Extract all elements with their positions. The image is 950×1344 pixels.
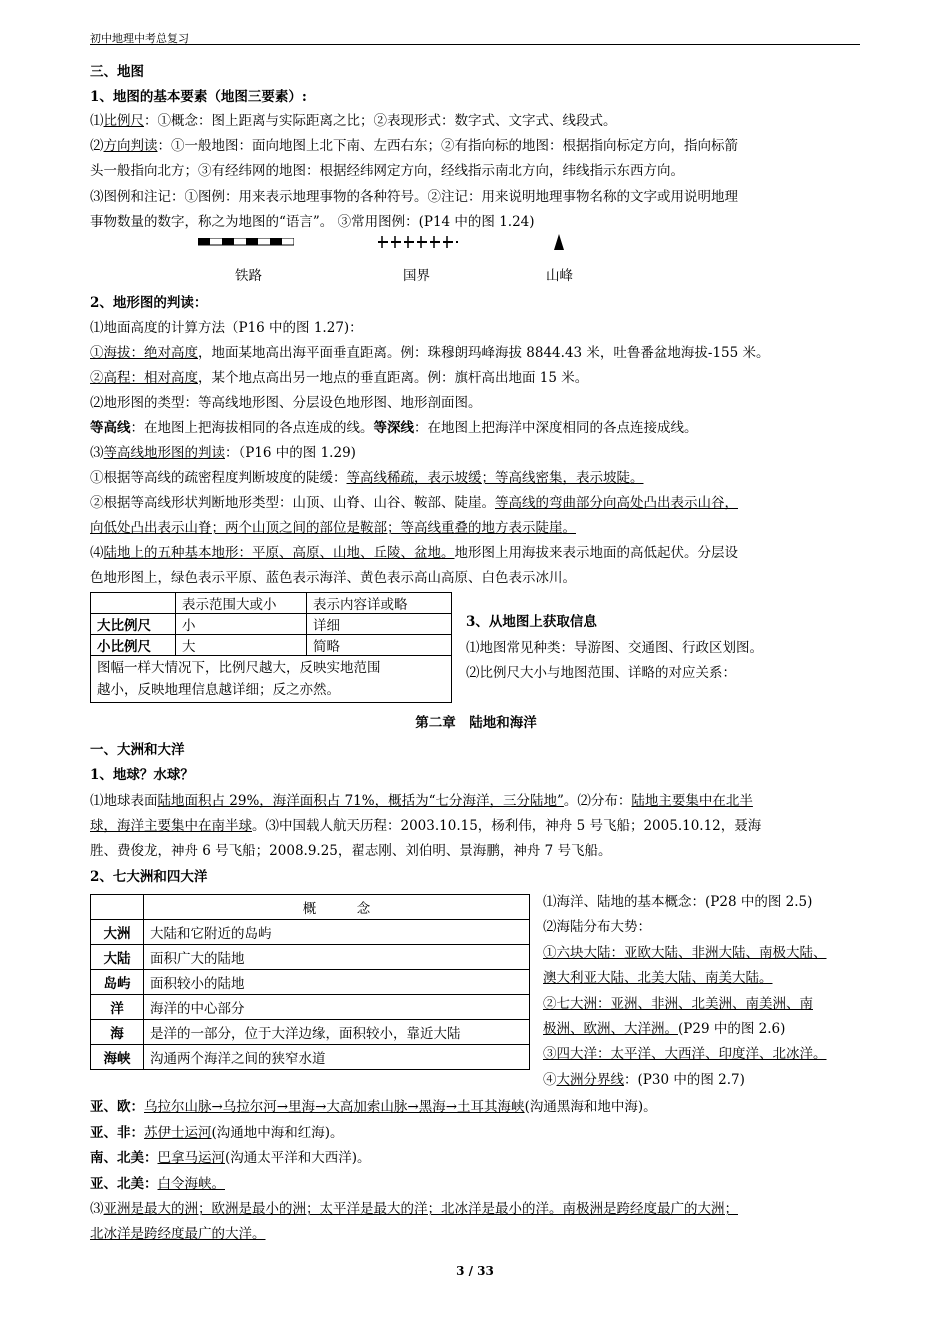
text-line: ⑴比例尺：①概念：图上距离与实际距离之比；②表现形式：数字式、文字式、线段式。 (90, 113, 617, 129)
text-line: ⑴地面高度的计算方法（P16 中的图 1.27)： (90, 320, 363, 336)
table-cell: 简略 (307, 635, 452, 656)
table-header: 概 念 (144, 895, 530, 920)
text-line: ①六块大陆：亚欧大陆、非洲大陆、南极大陆、 (543, 945, 827, 961)
text-line: ②高程：相对高度，某个地点高出另一地点的垂直距离。例：旗杆高出地面 15 米。 (90, 370, 589, 386)
header-rule (90, 44, 860, 45)
text-line: 北冰洋是跨经度最广的大洋。 (90, 1226, 266, 1242)
page-header: 初中地理中考总复习 (90, 32, 189, 45)
section-heading: 三、地图 (90, 64, 144, 80)
text-line: ③四大洋：太平洋、大西洋、印度洋、北冰洋。 (543, 1046, 827, 1062)
subsection-heading: 1、地图的基本要素（地图三要素）: (90, 89, 307, 105)
table-cell: 岛屿 (91, 970, 144, 995)
text-line: ⑷陆地上的五种基本地形：平原、高原、山地、丘陵、盆地。地形图上用海拔来表示地面的高低起伏。分层设 (90, 545, 738, 561)
legend-label-border: 国界 (403, 268, 430, 284)
text-line: ⑵海陆分布大势： (543, 919, 651, 935)
table-header: 表示内容详或略 (307, 593, 452, 614)
text-line: ①根据等高线的疏密程度判断坡度的陡缓：等高线稀疏，表示坡缓；等高线密集，表示坡陡。 (90, 470, 644, 486)
subsection-heading: 2、地形图的判读： (90, 295, 208, 311)
text-line: 南、北美：巴拿马运河(沟通太平洋和大西洋)。 (90, 1150, 371, 1166)
table-cell: 详细 (307, 614, 452, 635)
text-line: ⑴地球表面陆地面积占 29%，海洋面积占 71%，概括为“七分海洋，三分陆地”。⑵分布：陆地主要集中在北半 (90, 793, 753, 809)
scale-table (90, 592, 452, 703)
table-cell: 海洋的中心部分 (144, 995, 530, 1020)
mountain-peak-icon (554, 234, 564, 250)
text-line: ④大洲分界线：(P30 中的图 2.7) (543, 1072, 745, 1088)
subsection-heading: 2、七大洲和四大洋 (90, 869, 208, 885)
subsection-heading: 3、从地图上获取信息 (466, 614, 597, 630)
page-number: 3 / 33 (456, 1264, 494, 1278)
table-cell: 海 (91, 1020, 144, 1045)
table-cell: 是洋的一部分，位于大洋边缘，面积较小，靠近大陆 (144, 1020, 530, 1045)
text-line: ⑶图例和注记：①图例：用来表示地理事物的各种符号。②注记：用来说明地理事物名称的文字或用说明地理 (90, 189, 738, 205)
table-header: 表示范围大或小 (176, 593, 307, 614)
table-cell: 洋 (91, 995, 144, 1020)
legend-label-railway: 铁路 (235, 268, 262, 284)
border-symbol-icon (378, 235, 458, 249)
text-line: ⑶等高线地形图的判读：（P16 中的图 1.29) (90, 445, 356, 461)
table-cell: 面积较小的陆地 (144, 970, 530, 995)
text-line: 澳大利亚大陆、北美大陆、南美大陆。 (543, 970, 773, 986)
table-cell: 大洲 (91, 920, 144, 945)
text-line: ⑵地形图的类型：等高线地形图、分层设色地形图、地形剖面图。 (90, 395, 482, 411)
text-line: 胜、费俊龙，神舟 6 号飞船；2008.9.25，翟志刚、刘伯明、景海鹏，神舟 7 号飞船。 (90, 843, 612, 859)
text-line: ⑵方向判读：①一般地图：面向地图上北下南、左西右东；②有指向标的地图：根据指向标定方向，指向标箭 (90, 138, 738, 154)
chapter-title: 第二章 陆地和海洋 (415, 715, 537, 731)
legend-label-peak: 山峰 (546, 268, 573, 284)
text-line: ①海拔：绝对高度，地面某地高出海平面垂直距离。例：珠穆朗玛峰海拔 8844.43 米，吐鲁番盆地海拔-155 米。 (90, 345, 770, 361)
text-line: 向低处凸出表示山脊；两个山顶之间的部位是鞍部；等高线重叠的地方表示陡崖。 (90, 520, 576, 536)
text-line: ②根据等高线形状判断地形类型：山顶、山脊、山谷、鞍部、陡崖。等高线的弯曲部分向高处凸出表示山谷， (90, 495, 738, 511)
table-cell: 海峡 (91, 1045, 144, 1070)
text-line: 亚、北美：白令海峡。 (90, 1176, 225, 1192)
subsection-heading: 1、地球？水球？ (90, 767, 194, 783)
table-cell: 面积广大的陆地 (144, 945, 530, 970)
text-line: 头一般指向北方；③有经纬网的地图：根据经纬网定方向，经线指示南北方向，纬线指示东西方向。 (90, 163, 684, 179)
text-line: ⑴地图常见种类：导游图、交通图、行政区划图。 (466, 640, 763, 656)
text-line: ②七大洲：亚洲、非洲、北美洲、南美洲、南 (543, 996, 813, 1012)
table-note: 图幅一样大情况下，比例尺越大，反映实地范围 越小，反映地理信息越详细；反之亦然。 (91, 656, 452, 703)
text-line: 色地形图上，绿色表示平原、蓝色表示海洋、黄色表示高山高原、白色表示冰川。 (90, 570, 576, 586)
table-cell: 小 (176, 614, 307, 635)
text-line: ⑶亚洲是最大的洲；欧洲是最小的洲；太平洋是最大的洋；北冰洋是最小的洋。南极洲是跨经度最广的大洲； (90, 1201, 738, 1217)
text-line: 极洲、欧洲、大洋洲。(P29 中的图 2.6) (543, 1021, 786, 1037)
text-line: 等高线：在地图上把海拔相同的各点连成的线。等深线：在地图上把海洋中深度相同的各点连接成线。 (90, 420, 698, 436)
table-cell: 沟通两个海洋之间的狭窄水道 (144, 1045, 530, 1070)
railway-symbol-icon (198, 238, 294, 246)
table-cell: 大 (176, 635, 307, 656)
table-cell: 大陆 (91, 945, 144, 970)
text-line: 球，海洋主要集中在南半球。⑶中国载人航天历程：2003.10.15，杨利伟，神舟 5 号飞船；2005.10.12，聂海 (90, 818, 762, 834)
section-heading: 一、大洲和大洋 (90, 742, 185, 758)
text-line: 事物数量的数字，称之为地图的“语言”。 ③常用图例：(P14 中的图 1.24) (90, 214, 535, 230)
table-cell: 大比例尺 (91, 614, 176, 635)
table-cell: 小比例尺 (91, 635, 176, 656)
concept-table (90, 894, 530, 1070)
text-line: ⑵比例尺大小与地图范围、详略的对应关系： (466, 665, 736, 681)
table-cell: 大陆和它附近的岛屿 (144, 920, 530, 945)
text-line: 亚、非：苏伊士运河(沟通地中海和红海)。 (90, 1125, 344, 1141)
text-line: ⑴海洋、陆地的基本概念：(P28 中的图 2.5) (543, 894, 813, 910)
text-line: 亚、欧：乌拉尔山脉→乌拉尔河→里海→大高加索山脉→黑海→土耳其海峡(沟通黑海和地中海)。 (90, 1099, 657, 1115)
